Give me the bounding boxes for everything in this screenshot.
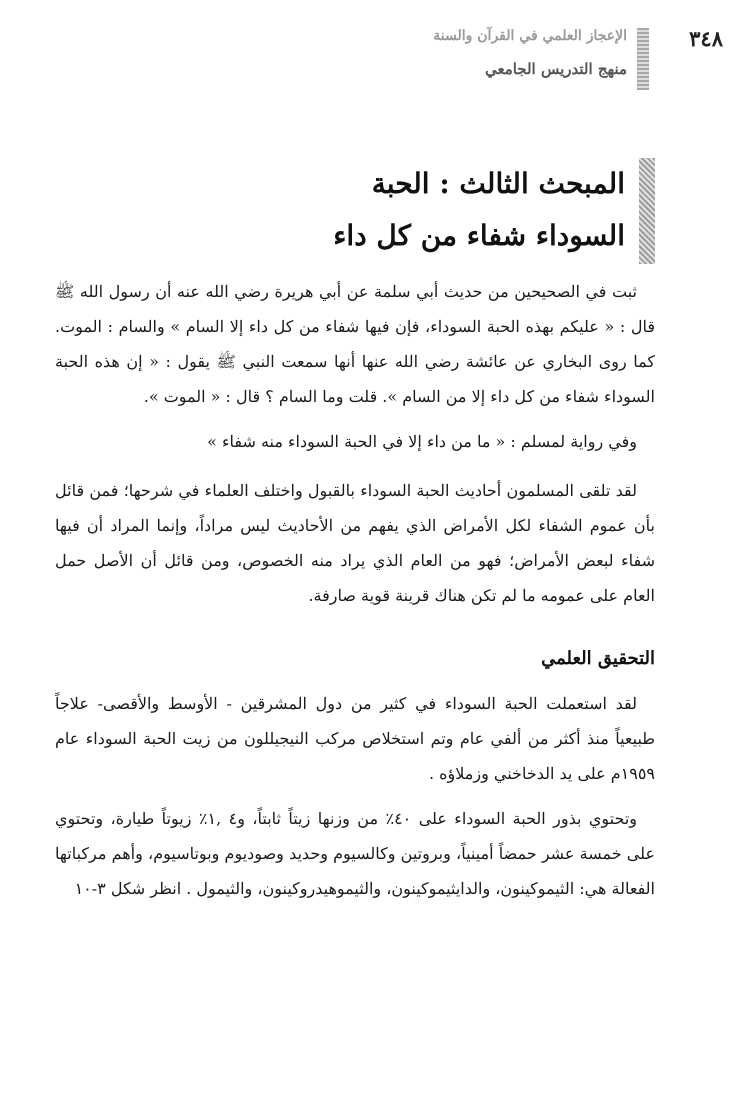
section-title-text xyxy=(333,158,625,262)
section-title xyxy=(95,158,655,264)
page-number: ٣٤٨ xyxy=(689,26,723,51)
subheading-scientific-verification: التحقيق العلمي xyxy=(541,648,655,669)
running-subtitle: منهج التدريس الجامعي xyxy=(484,60,627,78)
running-title: الإعجاز العلمي في القرآن والسنة xyxy=(433,28,627,44)
running-header xyxy=(23,22,723,92)
paragraph-hadith-sahihain: ثبت في الصحيحين من حديث أبي سلمة عن أبي هريرة رضي الله عنه أن رسول الله ﷺ قال : « عليكم بهذه الحبة السوداء، فإن فيها شفاء من كل داء إلا السام » والسام : الموت. كما روى البخاري عن عائشة رضي الله عنها أنها سمعت النبي ﷺ يقول : « إن هذه الحبة السوداء شفاء من كل داء إلا من السام ». قلت وما السام ؟ قال : « الموت ». xyxy=(55,282,655,406)
body-text xyxy=(55,274,655,916)
paragraph-composition: وتحتوي بذور الحبة السوداء على ٤٠٪ من وزنها زيتاً ثابتاً، و٤ ,١٪ زيوتاً طيارة، وتحتوي على خمسة عشر حمضاً أمينياً، وبروتين وكالسيوم وحديد وصوديوم وبوتاسيوم، وأهم مركباتها الفعالة هي: الثيموكينون، والدايثيموكينون، والثيموهيدروكينون، والثيمول . انظر شكل ٣-١٠ xyxy=(55,809,655,898)
header-decorative-bar xyxy=(637,28,649,90)
paragraph-scholars-interpretation: لقد تلقى المسلمون أحاديث الحبة السوداء بالقبول واختلف العلماء في شرحها؛ فمن قائل بأن عموم الشفاء لكل الأمراض الذي يفهم من الأحاديث ليس مراداً، وإنما المراد أن فيها شفاء لبعض الأمراض؛ فهو من العام الذي يراد منه الخصوص، ومن قائل أن الأصل حمل العام على عمومه ما لم تكن هناك قرينة قوية صارفة. xyxy=(55,481,655,605)
paragraph-muslim-narration: وفي رواية لمسلم : « ما من داء إلا في الحبة السوداء منه شفاء » xyxy=(207,432,637,451)
section-title-line-2: السوداء شفاء من كل داء xyxy=(333,219,625,252)
title-decorative-bar xyxy=(639,158,655,264)
paragraph-historical-use: لقد استعملت الحبة السوداء في كثير من دول المشرقين - الأوسط والأقصى- علاجاً طبيعياً منذ أكثر من ألفي عام وتم استخلاص مركب النيجيللون من زيت الحبة السوداء عام ١٩٥٩م على يد الدخاخني وزملاؤه . xyxy=(55,694,655,783)
section-title-line-1: المبحث الثالث : الحبة xyxy=(371,167,625,200)
